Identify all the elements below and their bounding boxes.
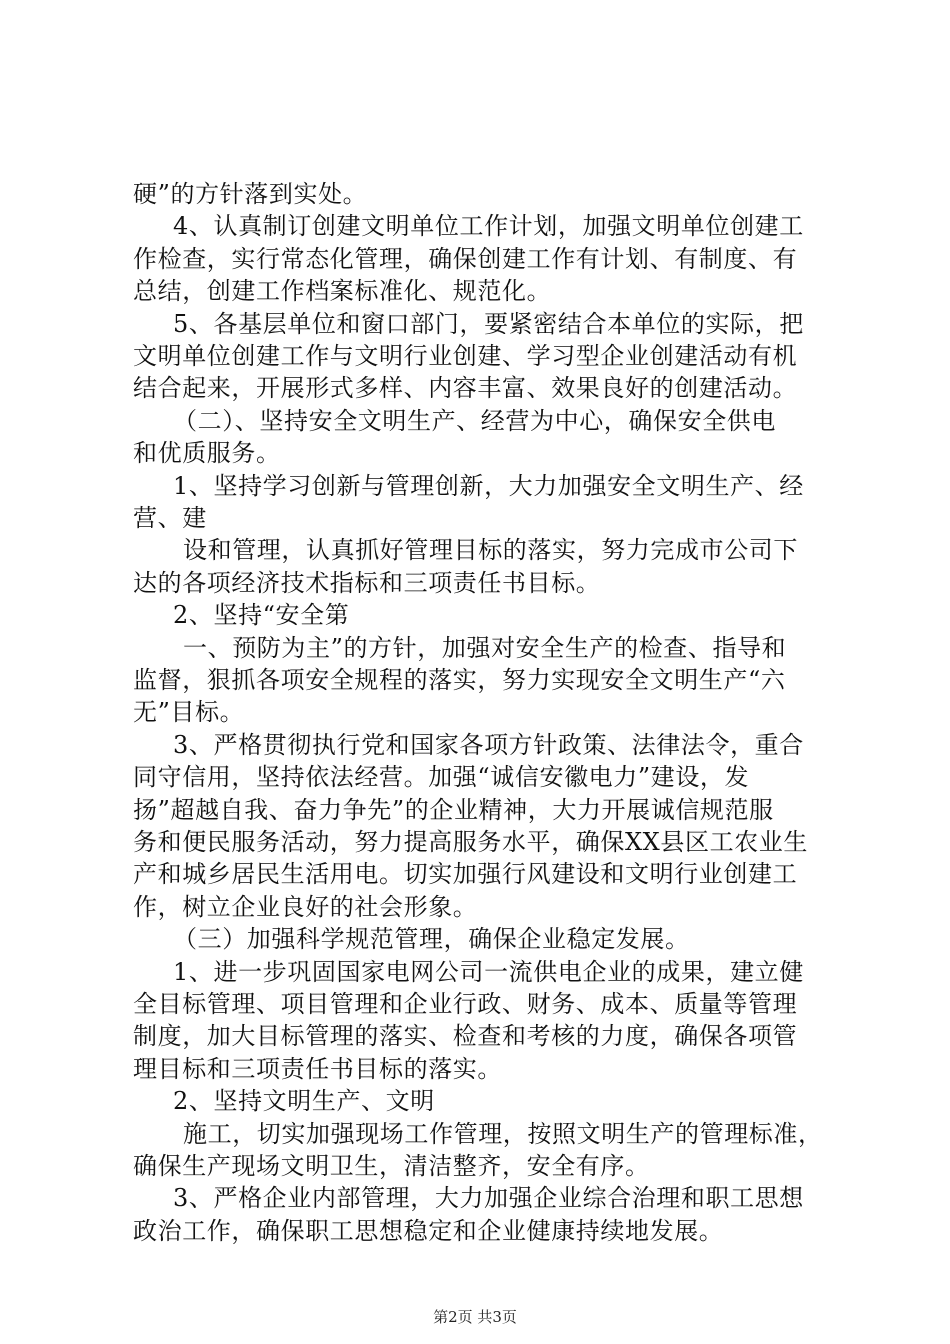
body-line: 和优质服务。 (133, 439, 281, 468)
body-line: 3、严格企业内部管理，大力加强企业综合治理和职工思想 (173, 1184, 804, 1213)
body-line: 营、建 (133, 504, 207, 532)
body-line: 4、认真制订创建文明单位工作计划，加强文明单位创建工 (173, 212, 804, 241)
body-line: 施工，切实加强现场工作管理，按照文明生产的管理标准， (183, 1119, 823, 1148)
body-line: 2、坚持文明生产、文明 (173, 1087, 435, 1116)
body-line: 产和城乡居民生活用电。切实加强行风建设和文明行业创建工 (133, 860, 798, 889)
body-line: 硬”的方针落到实处。 (133, 180, 368, 208)
body-line: 政治工作，确保职工思想稳定和企业健康持续地发展。 (133, 1216, 724, 1245)
body-line: 全目标管理、项目管理和企业行政、财务、成本、质量等管理 (133, 990, 798, 1018)
body-line: 务和便民服务活动，努力提高服务水平，确保XX县区工农业生 (133, 828, 808, 856)
body-line: （二）、坚持安全文明生产、经营为中心，确保安全供电 (173, 406, 776, 435)
body-line: 作检查，实行常态化管理，确保创建工作有计划、有制度、有 (133, 244, 798, 273)
body-line: （三）加强科学规范管理，确保企业稳定发展。 (173, 925, 690, 954)
body-line: 确保生产现场文明卫生，清洁整齐，安全有序。 (133, 1152, 650, 1180)
body-line: 1、进一步巩固国家电网公司一流供电企业的成果，建立健 (173, 957, 804, 986)
body-line: 设和管理，认真抓好管理目标的落实，努力完成市公司下 (183, 536, 798, 565)
body-line: 结合起来，开展形式多样、内容丰富、效果良好的创建活动。 (133, 374, 798, 403)
body-line: 扬”超越自我、奋力争先”的企业精神，大力开展诚信规范服 (133, 795, 774, 824)
body-line: 达的各项经济技术指标和三项责任书目标。 (133, 568, 601, 597)
body-line: 一、预防为主”的方针，加强对安全生产的检查、指导和 (183, 633, 787, 662)
body-line: 监督，狠抓各项安全规程的落实，努力实现安全文明生产“六 (133, 666, 786, 694)
body-line: 制度，加大目标管理的落实、检查和考核的力度，确保各项管 (133, 1022, 798, 1051)
body-line: 5、各基层单位和窗口部门，要紧密结合本单位的实际，把 (173, 309, 804, 338)
body-line: 2、坚持“安全第 (173, 601, 350, 630)
body-line: 3、严格贯彻执行党和国家各项方针政策、法律法令，重合 (173, 730, 804, 759)
body-line: 文明单位创建工作与文明行业创建、学习型企业创建活动有机 (133, 342, 798, 370)
body-line: 总结，创建工作档案标准化、规范化。 (133, 277, 552, 306)
body-line: 无”目标。 (133, 698, 245, 727)
body-line: 理目标和三项责任书目标的落实。 (133, 1054, 502, 1083)
body-line: 1、坚持学习创新与管理创新，大力加强安全文明生产、经 (173, 471, 804, 500)
body-line: 作，树立企业良好的社会形象。 (133, 892, 478, 921)
page-number-footer: 第2页 共3页 (433, 1307, 517, 1326)
body-line: 同守信用，坚持依法经营。加强“诚信安徽电力”建设，发 (133, 763, 750, 792)
